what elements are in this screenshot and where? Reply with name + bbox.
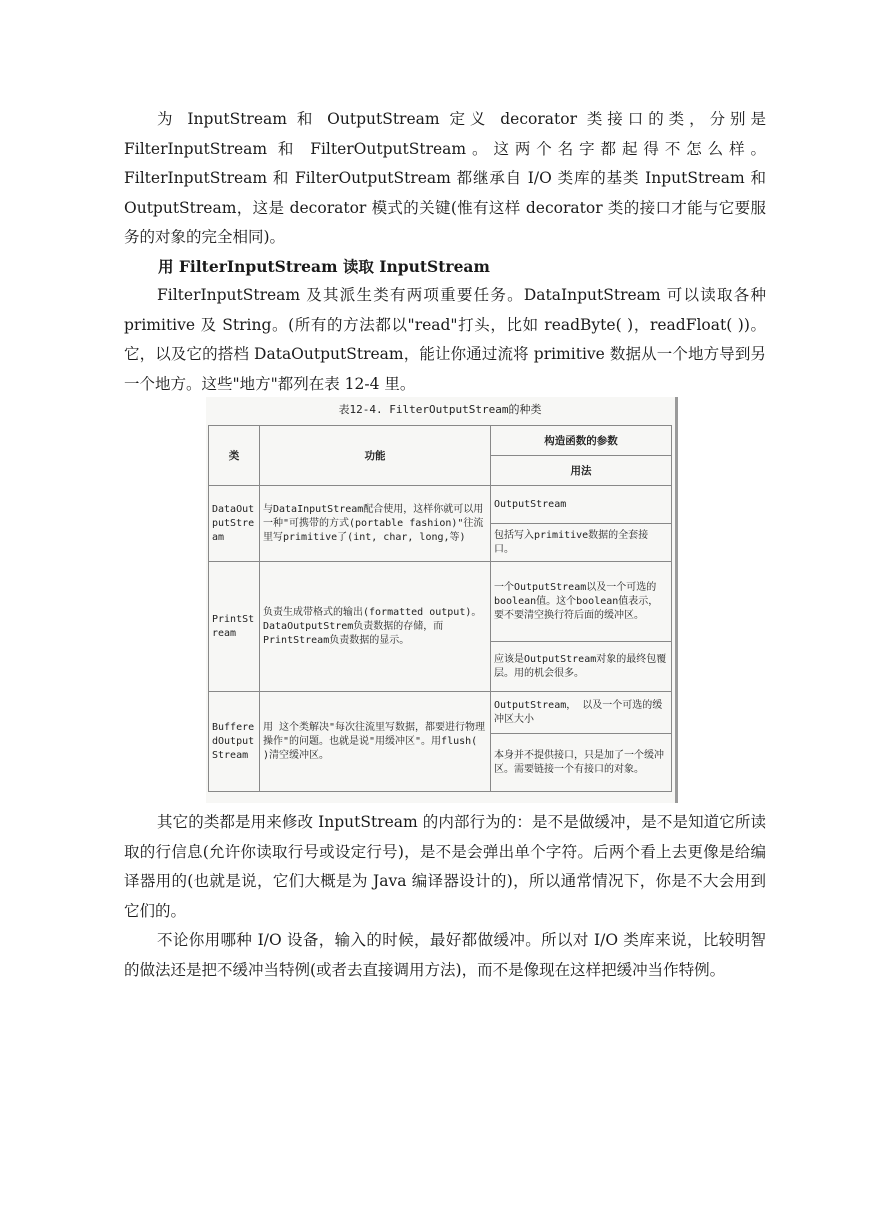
table-title: 表12-4. FilterOutputStream的种类 <box>338 403 542 416</box>
row-usage-dataoutputstream: 包括写入primitive数据的全套接口。 <box>491 524 672 562</box>
row-function-dataoutputstream: 与DataInputStream配合使用，这样你就可以用一种"可携带的方式(portable fashion)"往流里写primitive了(int, char, long,等) <box>260 486 491 562</box>
filterinputstream-paragraph: FilterInputStream 及其派生类有两项重要任务。DataInputStream 可以读取各种 primitive 及 String。(所有的方法都以"read"打头，比如 readByte( )，readFloat( ))。它，以及它的搭档 DataOutputStream，能让你通过流将 primitive 数据从一个地方导到另一个地方。这些"地方"都列在表 12-4 里。 <box>124 286 766 393</box>
row-ctor-bufferedoutputstream: OutputStream， 以及一个可选的缓冲区大小 <box>491 692 672 734</box>
row-usage-bufferedoutputstream: 本身并不提供接口，只是加了一个缓冲区。需要链接一个有接口的对象。 <box>491 734 672 792</box>
row-function-bufferedoutputstream: 用 这个类解决"每次往流里写数据，都要进行物理操作"的问题。也就是说"用缓冲区"。用flush( )清空缓冲区。 <box>260 692 491 792</box>
table-12-4-image <box>206 397 678 803</box>
intro-paragraph: 为 InputStream 和 OutputStream 定义 decorator 类接口的类，分别是 FilterInputStream 和 FilterOutputStream。这两个名字都起得不怎么样。FilterInputStream 和 FilterOutputStream 都继承自 I/O 类库的基类 InputStream 和 OutputStream，这是 decorator 模式的关键(惟有这样 decorator 类的接口才能与它要服务的对象的完全相同)。 <box>124 110 766 246</box>
row-function-printstream: 负责生成带格式的输出(formatted output)。DataOutputStrem负责数据的存储，而PrintStream负责数据的显示。 <box>260 562 491 692</box>
row-name-printstream: PrintStream <box>209 562 260 692</box>
row-usage-printstream: 应该是OutputStream对象的最终包覆层。用的机会很多。 <box>491 642 672 692</box>
header-class: 类 <box>209 426 260 486</box>
section-heading: 用 FilterInputStream 读取 InputStream <box>158 257 490 276</box>
row-name-bufferedoutputstream: BufferedOutputStream <box>209 692 260 792</box>
row-ctor-dataoutputstream: OutputStream <box>491 486 672 524</box>
header-ctor-args: 构造函数的参数 <box>491 426 672 456</box>
filteroutputstream-table <box>208 425 672 792</box>
header-usage: 用法 <box>491 456 672 486</box>
row-name-dataoutputstream: DataOutputStream <box>209 486 260 562</box>
other-classes-paragraph: 其它的类都是用来修改 InputStream 的内部行为的：是不是做缓冲，是不是知道它所读取的行信息(允许你读取行号或设定行号)，是不是会弹出单个字符。后两个看上去更像是给编译器用的(也就是说，它们大概是为 Java 编译器设计的)，所以通常情况下，你是不大会用到它们的。 <box>124 813 766 920</box>
buffering-paragraph: 不论你用哪种 I/O 设备，输入的时候，最好都做缓冲。所以对 I/O 类库来说，比较明智的做法还是把不缓冲当特例(或者去直接调用方法)，而不是像现在这样把缓冲当作特例。 <box>124 931 766 979</box>
row-ctor-printstream: 一个OutputStream以及一个可选的boolean值。这个boolean值表示，要不要清空换行符后面的缓冲区。 <box>491 562 672 642</box>
header-function: 功能 <box>260 426 491 486</box>
